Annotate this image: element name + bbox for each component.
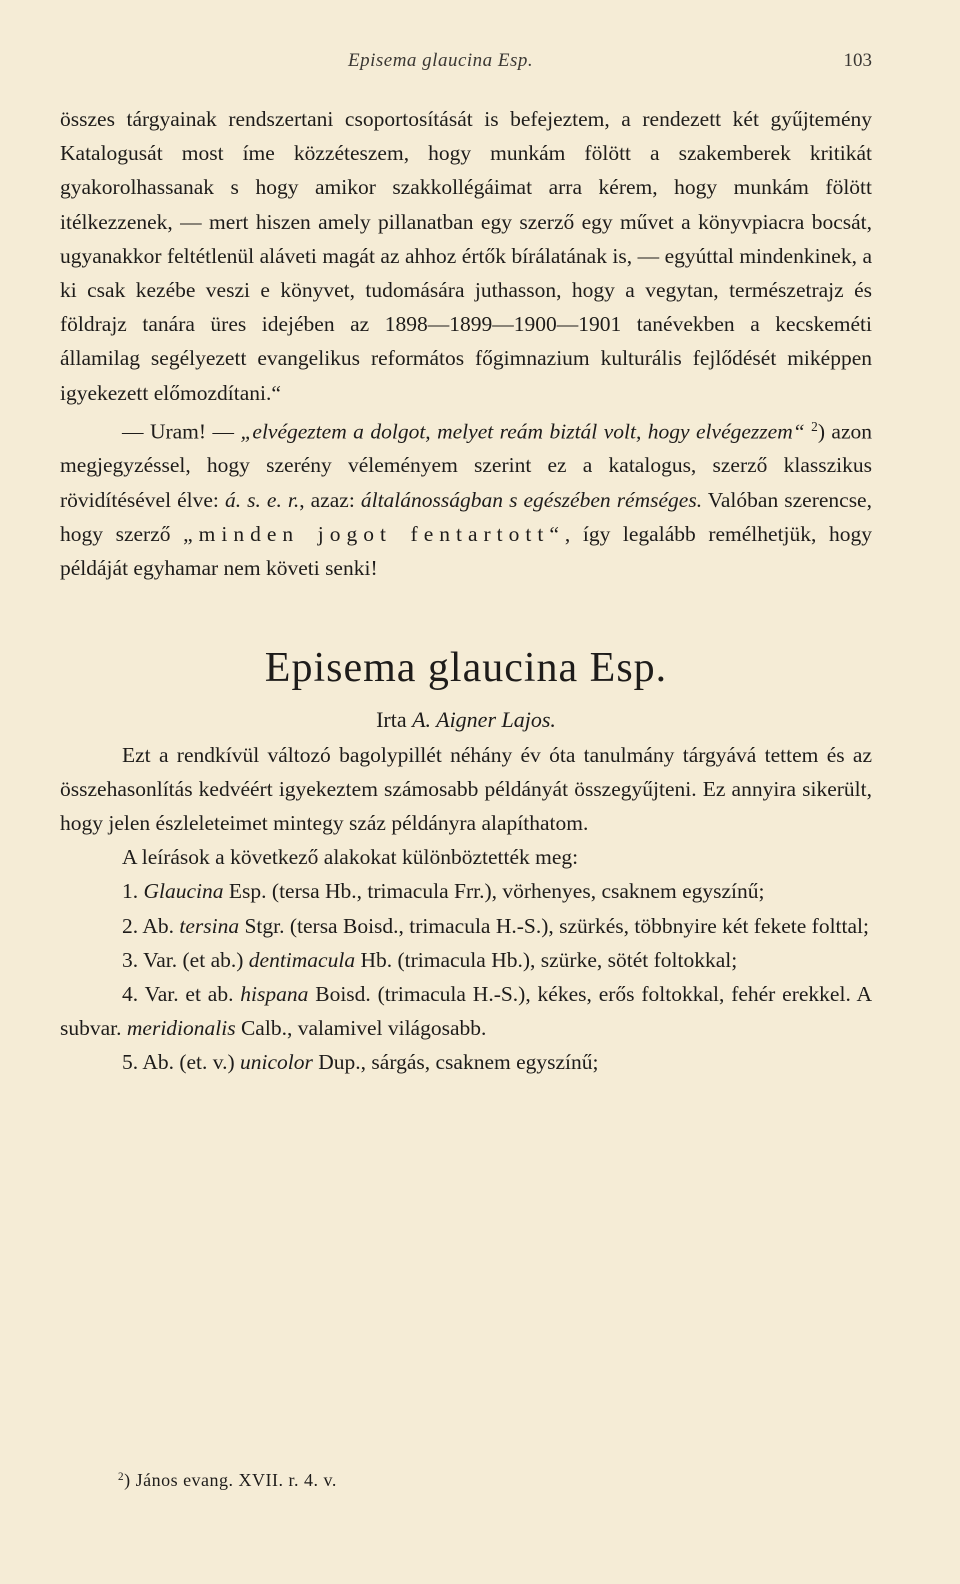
form-description: Esp. (tersa Hb., trimacula Frr.), vörhenyes, csaknem egyszínű; [223,879,765,904]
running-head [60,42,872,82]
spaced-quotation: „minden jogot fentartott“ [183,521,565,546]
article-title: Episema glaucina Esp. [264,645,668,692]
article-author [60,703,872,737]
form-item [60,909,872,943]
footnote-marker: 2 [118,1470,125,1483]
form-number: 5. Ab. (et. v.) [122,1050,241,1075]
form-name: hispana [240,982,309,1006]
abbreviation-expansion: általánosságban s egészében rémséges. [360,487,703,512]
continued-paragraph: összes tárgyainak rendszertani csoportosítását is befejeztem, a rendezett két gyűjtemény Katalogusát most íme közzéteszem, hogy munkám fölött a szakemberek kritikát gyakorolhassanak s hogy amikor szakkollégáimat arra kérem, hogy munkám fölött itélkezzenek, — mert hiszen amely pillanatban egy szerző egy művet a könyvpiacra bocsát, ugyanakkor feltétlenül aláveti magát az ahhoz értők bírálatának is, — egyúttal mindenkinek, a ki csak kezébe veszi e könyvet, tudomására juthasson, hogy a vegytan, természetrajz és földrajz tanára üres idejében az 1898—1899—1900—1901 tanévekben a kecskeméti államilag segélyezett evangelikus reformátos főgimnazium kulturális fejlődését miképpen igyekezett előmozdítani.“ [60,107,872,405]
article-heading [60,645,872,737]
form-number: 1. [122,879,144,904]
reviewer-paragraph [60,410,872,585]
author-prefix: Irta [376,707,407,733]
footnote-text: ) János evang. XVII. r. 4. v. [124,1470,337,1490]
page-body [60,102,872,1080]
form-name: dentimacula [248,947,356,972]
author-name: A. Aigner Lajos. [412,707,556,733]
form-item [60,1045,872,1079]
form-name: Glaucina [143,879,224,904]
abbreviation: á. s. e. r. [224,487,300,512]
footnote-reference: 2 [811,418,818,434]
running-head-title: Episema glaucina Esp. [348,50,534,71]
form-item [60,977,872,1045]
form-number: 2. Ab. [122,913,180,938]
paragraph-text: Valóban szerencse, hogy szerző [60,487,872,546]
form-number: 3. Var. (et ab.) [122,947,249,972]
paragraph-text: , így legalább remélhetjük, hogy példáját egyhamar nem követi senki! [60,521,872,580]
paragraph-text: ) azon megjegyzéssel, hogy szerény véleményem szerint ez a katalogus, szerző klasszikus rövidítésével élve: [60,419,873,512]
page-number: 103 [843,50,872,71]
paragraph-text: — Uram! — [122,419,241,444]
intro-paragraph: Ezt a rendkívül változó bagolypillét néhány év óta tanulmány tárgyává tettem és az összehasonlítás kedvéért igyekeztem számosabb példányát összegyűjteni. Ez annyira sikerült, hogy jelen észleleteimet mintegy száz példányra alapíthatom. [60,742,872,835]
form-item [60,943,872,977]
paragraph-text: , azaz: [299,487,361,512]
form-description: Dup., sárgás, csaknem egyszínű; [312,1050,599,1075]
quotation: „elvégeztem a dolgot, melyet reám biztál volt, hogy elvégezzem“ [240,419,805,444]
form-description: Boisd. (trimacula H.-S.), kékes, erős foltokkal, fehér erekkel. A subvar. [60,982,872,1041]
form-description: Calb., valamivel világosabb. [235,1016,487,1041]
subvariety-name: meridionalis [126,1016,236,1041]
forms-intro: A leírások a következő alakokat különböztették meg: [122,845,579,870]
form-description: Hb. (trimacula Hb.), szürke, sötét foltokkal; [355,947,738,972]
form-number: 4. Var. et ab. [122,982,241,1006]
footnote [118,1470,337,1491]
form-name: tersina [179,913,240,938]
form-description: Stgr. (tersa Boisd., trimacula H.-S.), szürkés, többnyire két fekete folttal; [239,913,869,938]
form-item [60,874,872,908]
form-name: unicolor [240,1050,313,1075]
